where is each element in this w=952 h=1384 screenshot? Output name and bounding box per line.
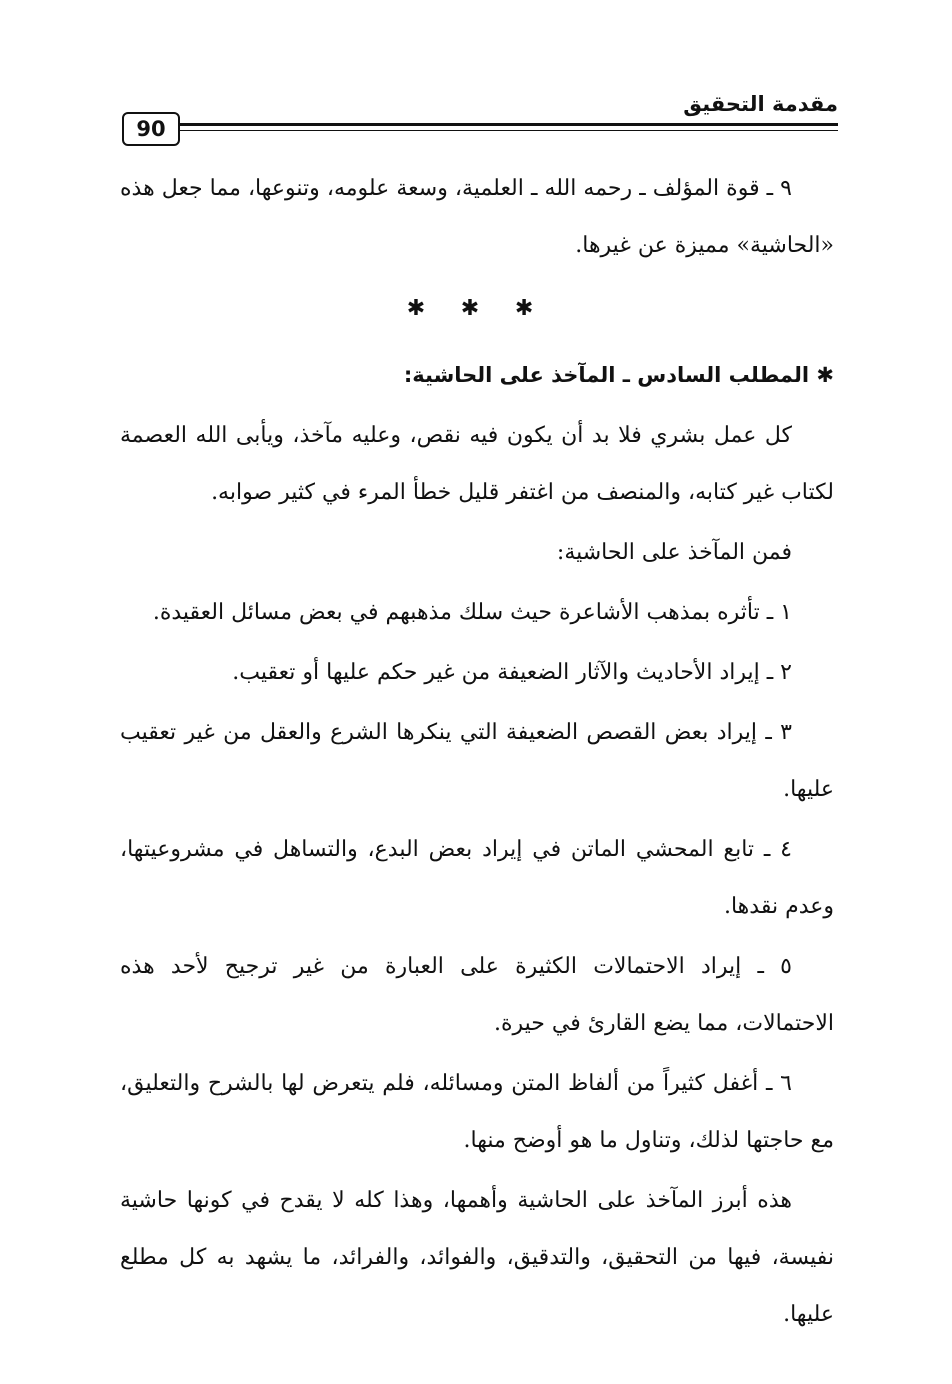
paragraph-item-9: ٩ ـ قوة المؤلف ـ رحمه الله ـ العلمية، وسعة علومه، وتنوعها، مما جعل هذه «الحاشية» مميزة عن غيرها. xyxy=(120,176,834,258)
header-rule-thin xyxy=(180,130,838,131)
page-body xyxy=(120,160,834,1346)
section-heading: ✱ المطلب السادس ـ المآخذ على الحاشية: xyxy=(403,363,834,387)
list-item: ٦ ـ أغفل كثيراً من ألفاظ المتن ومسائله، فلم يتعرض لها بالشرح والتعليق، مع حاجتها لذلك، وتناول ما هو أوضح منها. xyxy=(120,1071,834,1153)
conclusion-paragraph: هذه أبرز المآخذ على الحاشية وأهمها، وهذا كله لا يقدح في كونها حاشية نفيسة، فيها من التحقيق، والتدقيق، والفوائد، والفرائد، ما يشهد به كل مطلع عليها. xyxy=(120,1188,834,1327)
page-header xyxy=(118,78,838,148)
list-intro: فمن المآخذ على الحاشية: xyxy=(556,540,792,565)
list-item: ٤ ـ تابع المحشي الماتن في إيراد بعض البدع، والتساهل في مشروعيتها، وعدم نقدها. xyxy=(120,837,834,919)
running-head: مقدمة التحقيق xyxy=(683,92,838,116)
list-item: ٢ ـ إيراد الأحاديث والآثار الضعيفة من غير حكم عليها أو تعقيب. xyxy=(232,660,792,685)
list-item: ١ ـ تأثره بمذهب الأشاعرة حيث سلك مذهبهم في بعض مسائل العقيدة. xyxy=(152,600,792,625)
section-separator: ✱ ✱ ✱ xyxy=(406,296,548,321)
list-item: ٣ ـ إيراد بعض القصص الضعيفة التي ينكرها الشرع والعقل من غير تعقيب عليها. xyxy=(120,720,834,802)
page-number: 90 xyxy=(122,112,180,146)
header-rule-thick xyxy=(180,123,838,126)
intro-paragraph: كل عمل بشري فلا بد أن يكون فيه نقص، وعليه مآخذ، ويأبى الله العصمة لكتاب غير كتابه، والمنصف من اغتفر قليل خطأ المرء في كثير صوابه. xyxy=(120,423,834,505)
list-item: ٥ ـ إيراد الاحتمالات الكثيرة على العبارة من غير ترجيح لأحد هذه الاحتمالات، مما يضع القارئ في حيرة. xyxy=(120,954,834,1036)
